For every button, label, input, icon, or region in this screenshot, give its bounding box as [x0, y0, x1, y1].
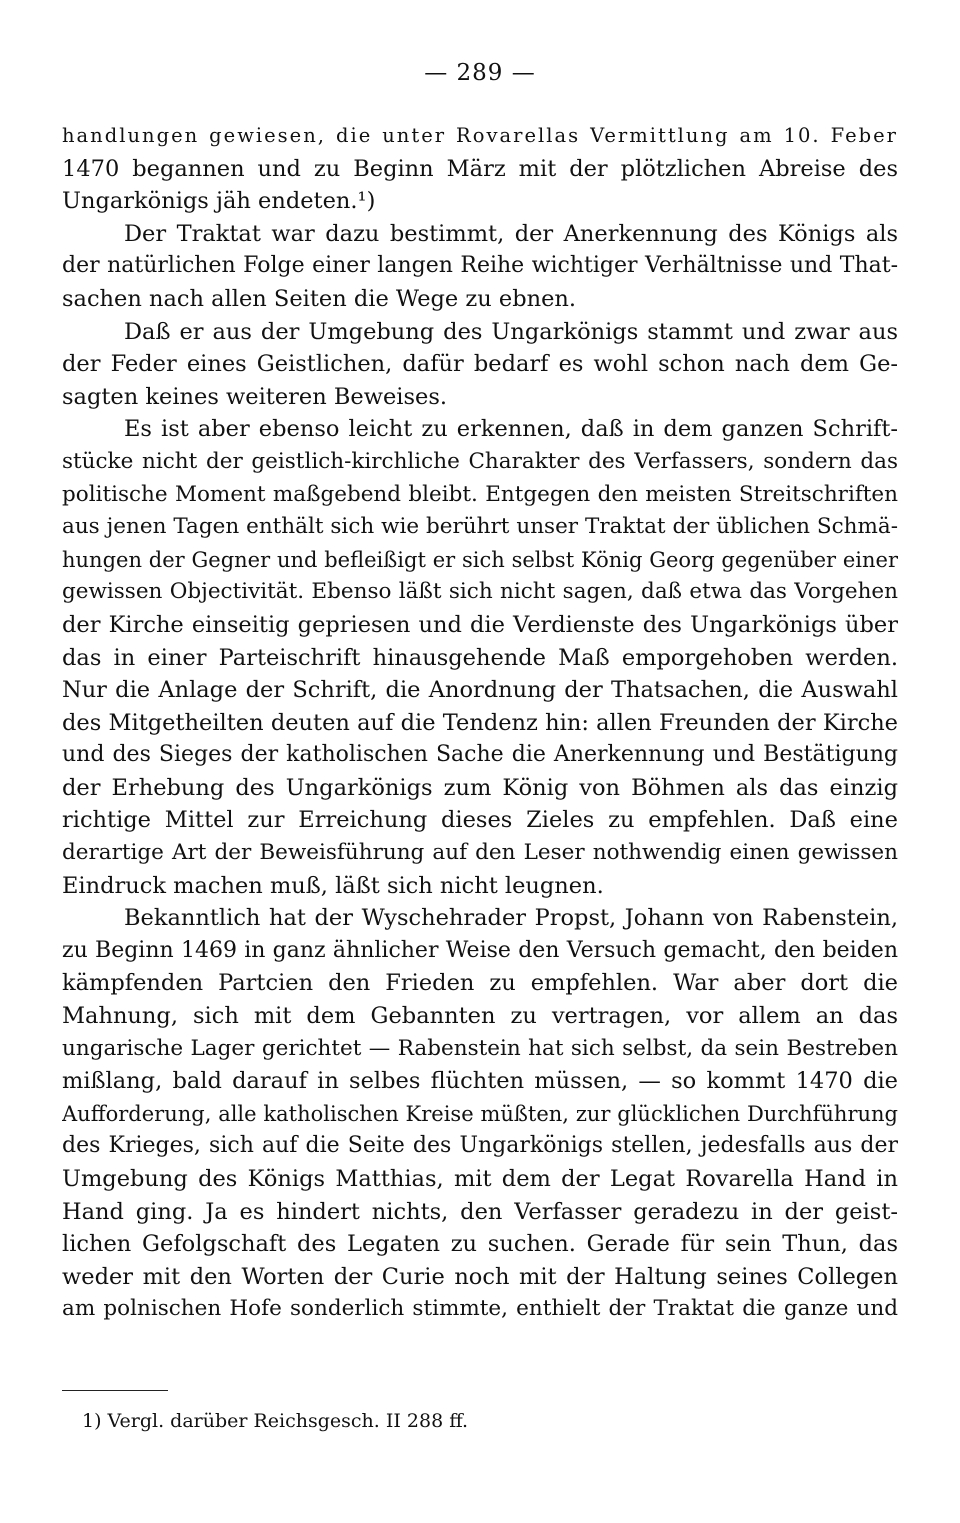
- text-line: stücke nicht der geistlich-kirchliche Charakter des Verfassers, sondern das: [62, 448, 898, 474]
- text-line: Aufforderung, alle katholischen Kreise müßten, zur glücklichen Durchführung: [62, 1101, 898, 1126]
- text-line: lichen Gefolgschaft des Legaten zu suchen. Gerade für sein Thun, das: [62, 1231, 898, 1258]
- text-line: aus jenen Tagen enthält sich wie berührt unser Traktat der üblichen Schmä-: [62, 514, 898, 540]
- text-line: Nur die Anlage der Schrift, die Anordnung der Thatsachen, die Auswahl: [62, 677, 898, 704]
- text-line: politische Moment maßgebend bleibt. Entgegen den meisten Streitschriften: [62, 481, 898, 507]
- footnote: 1) Vergl. darüber Reichsgesch. II 288 ff.: [82, 1410, 469, 1432]
- text-line: Hand ging. Ja es hindert nichts, den Verfasser geradezu in der geist-: [62, 1198, 898, 1225]
- text-line: der Erhebung des Ungarkönigs zum König von Böhmen als das einzig: [62, 774, 898, 801]
- paragraph-start-line: Es ist aber ebenso leicht zu erkennen, daß in dem ganzen Schrift-: [124, 416, 898, 443]
- text-line: derartige Art der Beweisführung auf den Leser nothwendig einen gewissen: [62, 840, 898, 866]
- body-text: [62, 120, 898, 1326]
- text-line: Mahnung, sich mit dem Gebannten zu vertragen, vor allem an das: [62, 1003, 898, 1030]
- paragraph-start-line: Der Traktat war dazu bestimmt, der Anerkennung des Königs als: [124, 220, 898, 247]
- text-line: ungarische Lager gerichtet — Rabenstein hat sich selbst, da sein Bestreben: [62, 1035, 898, 1061]
- page-number: — 289 —: [424, 60, 536, 86]
- text-line: am polnischen Hofe sonderlich stimmte, enthielt der Traktat die ganze und: [62, 1296, 898, 1322]
- text-line: richtige Mittel zur Erreichung dieses Zieles zu empfehlen. Daß eine: [62, 807, 898, 834]
- text-line: mißlang, bald darauf in selbes flüchten müssen, — so kommt 1470 die: [62, 1068, 898, 1095]
- footnote-divider: [62, 1390, 168, 1391]
- text-line: das in einer Parteischrift hinausgehende Maß emporgehoben werden.: [62, 644, 898, 671]
- text-line: zu Beginn 1469 in ganz ähnlicher Weise den Versuch gemacht, den beiden: [62, 937, 898, 963]
- text-line: hungen der Gegner und befleißigt er sich selbst König Georg gegenüber einer: [62, 547, 898, 572]
- text-line: des Krieges, sich auf die Seite des Ungarkönigs stellen, jedesfalls aus der: [62, 1133, 898, 1159]
- paragraph-start-line: Daß er aus der Umgebung des Ungarkönigs stammt und zwar aus: [124, 318, 898, 345]
- text-line: sagten keines weiteren Beweises.: [62, 383, 448, 410]
- text-line: handlungen gewiesen, die unter Rovarellas Vermittlung am 10. Feber: [62, 124, 898, 147]
- text-line: gewissen Objectivität. Ebenso läßt sich nicht sagen, daß etwa das Vorgehen: [62, 579, 898, 605]
- text-line: Eindruck machen muß, läßt sich nicht leugnen.: [62, 872, 604, 899]
- text-line: 1470 begannen und zu Beginn März mit der plötzlichen Abreise des: [62, 155, 898, 182]
- text-line: weder mit den Worten der Curie noch mit der Haltung seines Collegen: [62, 1263, 898, 1290]
- text-line: des Mitgetheilten deuten auf die Tendenz hin: allen Freunden der Kirche: [62, 709, 898, 736]
- text-line: der Feder eines Geistlichen, dafür bedarf es wohl schon nach dem Ge-: [62, 351, 898, 378]
- text-line: sachen nach allen Seiten die Wege zu ebnen.: [62, 285, 577, 312]
- text-line: kämpfenden Partcien den Frieden zu empfehlen. War aber dort die: [62, 970, 898, 997]
- text-line: Umgebung des Königs Matthias, mit dem der Legat Rovarella Hand in: [62, 1166, 898, 1192]
- paragraph-start-line: Bekanntlich hat der Wyschehrader Propst, Johann von Rabenstein,: [124, 905, 898, 932]
- text-line: der natürlichen Folge einer langen Reihe wichtiger Verhältnisse und That-: [62, 253, 898, 279]
- text-line: Ungarkönigs jäh endeten.¹): [62, 188, 376, 215]
- text-line: der Kirche einseitig gepriesen und die Verdienste des Ungarkönigs über: [62, 611, 898, 638]
- text-line: und des Sieges der katholischen Sache die Anerkennung und Bestätigung: [62, 742, 898, 768]
